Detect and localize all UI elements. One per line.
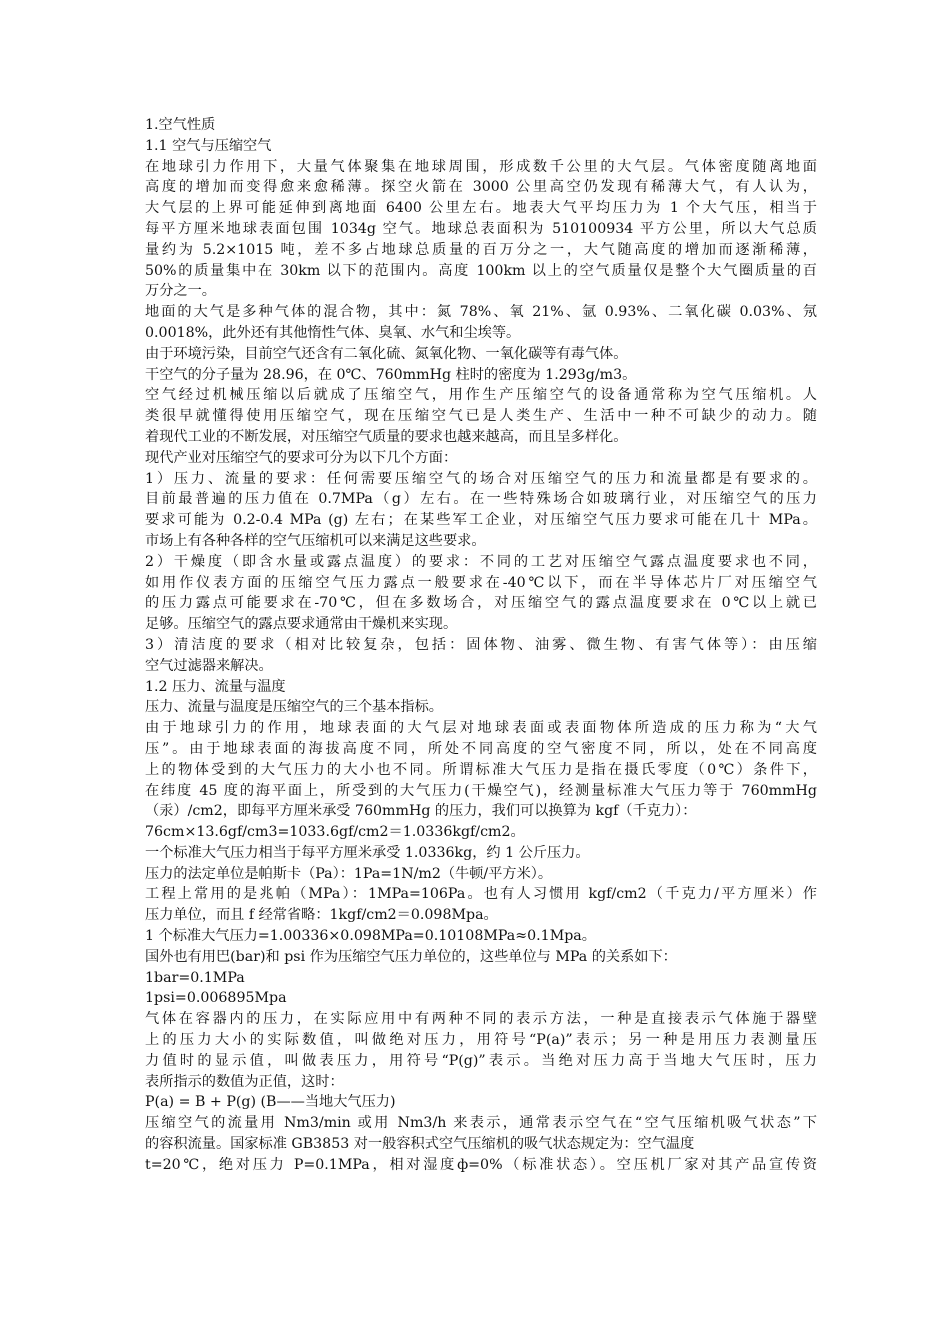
text-line: 1.1 空气与压缩空气 [145, 137, 272, 154]
text-line: 3）清洁度的要求（相对比较复杂，包括：固体物、油雾、微生物、有害气体等）：由压缩 [145, 636, 817, 653]
text-line: 在纬度 45 度的海平面上，所受到的大气压力(干燥空气)，经测量标准大气压力等于 760mmHg [145, 782, 817, 799]
text-line: 气体在容器内的压力，在实际应用中有两种不同的表示方法，一种是直接表示气体施于器壁 [145, 1011, 817, 1028]
text-line: 0.0018%，此外还有其他惰性气体、臭氧、水气和尘埃等。 [145, 324, 521, 341]
text-line: 空气过滤器来解决。 [145, 657, 273, 674]
text-line: 2）干燥度（即含水量或露点温度）的要求：不同的工艺对压缩空气露点温度要求也不同， [145, 553, 817, 570]
text-line: 压力、流量与温度是压缩空气的三个基本指标。 [145, 699, 443, 716]
text-line: （汞）/cm2，即每平方厘米承受 760mmHg 的压力，我们可以换算为 kgf（千克力）： [145, 803, 697, 820]
text-line: 高度的增加而变得愈来愈稀薄。探空火箭在 3000 公里高空仍发现有稀薄大气，有人认为， [145, 179, 817, 196]
text-line: 目前最普遍的压力值在 0.7MPa（g）左右。在一些特殊场合如玻璃行业，对压缩空气的压力 [145, 491, 817, 508]
text-line: 市场上有各种各样的空气压缩机可以来满足这些要求。 [145, 532, 486, 549]
text-line: 上的物体受到的大气压力的大小也不同。所谓标准大气压力是指在摄氏零度（0℃）条件下， [145, 761, 817, 778]
text-line: 压”。由于地球表面的海拔高度不同，所处不同高度的空气密度不同，所以，处在不同高度 [145, 740, 817, 757]
text-line: 1）压力、流量的要求：任何需要压缩空气的场合对压缩空气的压力和流量都是有要求的。 [145, 470, 817, 487]
text-line: 空气经过机械压缩以后就成了压缩空气，用作生产压缩空气的设备通常称为空气压缩机。人 [145, 387, 817, 404]
text-line: 万分之一。 [145, 283, 216, 300]
text-line: 大气层的上界可能延伸到离地面 6400 公里左右。地表大气平均压力为 1 个大气压，相当于 [145, 200, 817, 217]
text-line: P(a) = B + P(g) (B——当地大气压力) [145, 1094, 396, 1111]
text-line: 现代产业对压缩空气的要求可分为以下几个方面： [145, 449, 458, 466]
text-line: 每平方厘米地球表面包围 1034g 空气。地球总表面积为 510100934 平方公里，所以大气总质 [145, 220, 817, 237]
text-line: 1.空气性质 [145, 117, 216, 133]
text-line: 1 个标准大气压力=1.00336×0.098MPa=0.10108MPa≈0.1Mpa。 [145, 928, 596, 945]
text-line: 着现代工业的不断发展，对压缩空气质量的要求也越来越高，而且呈多样化。 [145, 428, 628, 445]
text-line: 工程上常用的是兆帕（MPa）：1MPa=106Pa。也有人习惯用 kgf/cm2（千克力/平方厘米）作 [145, 886, 817, 903]
text-line: 压缩空气的流量用 Nm3/min 或用 Nm3/h 来表示，通常表示空气在“空气压缩机吸气状态”下 [145, 1115, 817, 1132]
text-line: 1psi=0.006895Mpa [145, 990, 287, 1007]
text-line: 国外也有用巴(bar)和 psi 作为压缩空气压力单位的，这些单位与 MPa 的关系如下： [145, 948, 677, 965]
text-line: 的压力露点可能要求在-70℃，但在多数场合，对压缩空气的露点温度要求在 0℃以上就已 [145, 595, 817, 612]
text-line: 地面的大气是多种气体的混合物，其中：氮 78%、氧 21%、氩 0.93%、二氧化碳 0.03%、氖 [145, 304, 817, 321]
text-line: 足够。压缩空气的露点要求通常由干燥机来实现。 [145, 616, 458, 633]
text-line: t=20℃，绝对压力 P=0.1MPa，相对湿度ф=0%（标准状态）。空压机厂家对其产品宣传资 [145, 1156, 817, 1173]
text-line: 压力的法定单位是帕斯卡（Pa）：1Pa=1N/m2（牛顿/平方米）。 [145, 865, 553, 882]
text-line: 量约为 5.2×1015 吨，差不多占地球总质量的百万分之一，大气随高度的增加而逐渐稀薄， [145, 241, 817, 258]
text-line: 压力单位，而且 f 经常省略：1kgf/cm2＝0.098Mpa。 [145, 907, 498, 924]
text-line: 76cm×13.6gf/cm3=1033.6gf/cm2＝1.0336kgf/cm2。 [145, 824, 525, 841]
text-line: 干空气的分子量为 28.96，在 0℃、760mmHg 柱时的密度为 1.293g/m3。 [145, 366, 637, 383]
text-line: 表所指示的数值为正值，这时： [145, 1073, 344, 1090]
text-line: 类很早就懂得使用压缩空气，现在压缩空气已是人类生产、生活中一种不可缺少的动力。随 [145, 408, 817, 425]
text-line: 由于地球引力的作用，地球表面的大气层对地球表面或表面物体所造成的压力称为“大气 [145, 720, 817, 737]
text-line: 上的压力大小的实际数值，叫做绝对压力，用符号“P(a)”表示；另一种是用压力表测量压 [145, 1032, 817, 1049]
document-body [145, 115, 817, 1176]
text-line: 由于环境污染，目前空气还含有二氧化硫、氮氧化物、一氧化碳等有毒气体。 [145, 345, 628, 362]
text-line: 1bar=0.1MPa [145, 969, 245, 986]
text-line: 要求可能为 0.2-0.4 MPa (g) 左右；在某些军工企业，对压缩空气压力要求可能在几十 MPa。 [145, 512, 817, 529]
text-line: 50%的质量集中在 30km 以下的范围内。高度 100km 以上的空气质量仅是整个大气圈质量的百 [145, 262, 817, 279]
text-line: 的容积流量。国家标准 GB3853 对一般容积式空气压缩机的吸气状态规定为：空气温度 [145, 1136, 695, 1153]
text-line: 力值时的显示值，叫做表压力，用符号“P(g)”表示。当绝对压力高于当地大气压时，压力 [145, 1052, 817, 1069]
text-line: 在地球引力作用下，大量气体聚集在地球周围，形成数千公里的大气层。气体密度随离地面 [145, 158, 817, 175]
text-line: 1.2 压力、流量与温度 [145, 678, 286, 695]
text-line: 如用作仪表方面的压缩空气压力露点一般要求在-40℃以下，而在半导体芯片厂对压缩空气 [145, 574, 817, 591]
text-line: 一个标准大气压力相当于每平方厘米承受 1.0336kg，约 1 公斤压力。 [145, 844, 590, 861]
